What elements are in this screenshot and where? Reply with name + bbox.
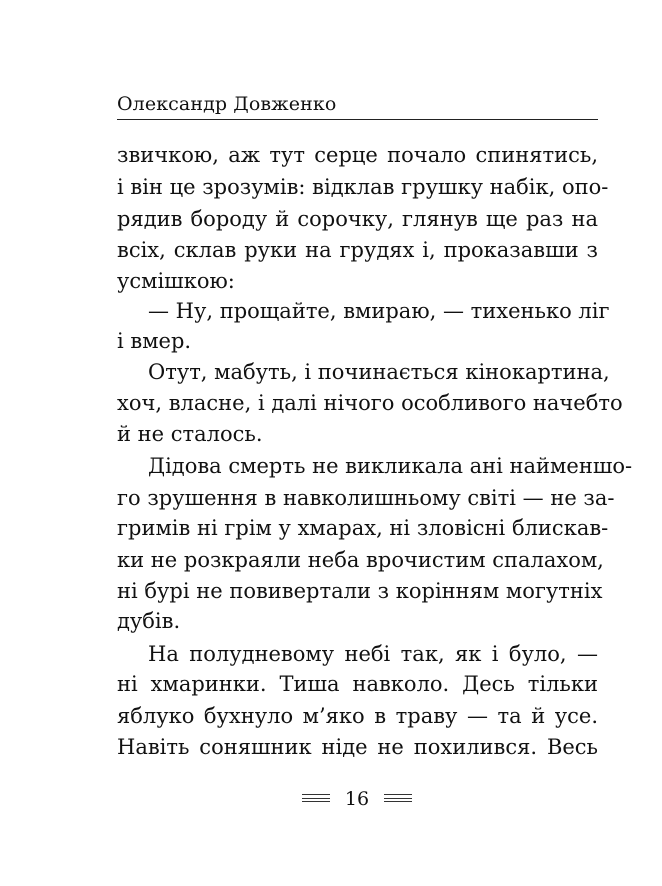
text-line: ні бурі не повивертали з корінням могутніх xyxy=(117,579,603,603)
text-line: — Ну, прощайте, вмираю, — тихенько ліг xyxy=(148,299,610,323)
header-rule xyxy=(117,119,598,120)
text-line: ки не розкраяли неба врочистим спалахом, xyxy=(117,548,604,572)
text-line: яблуко бухнуло м’яко в траву — та й усе. xyxy=(117,704,598,728)
text-line: й не сталось. xyxy=(117,422,263,446)
text-line: дубів. xyxy=(117,609,181,633)
text-line: всіх, склав руки на грудях і, проказавши з xyxy=(117,238,598,262)
text-line: рядив бороду й сорочку, глянув ще раз на xyxy=(117,207,598,231)
text-line: Отут, мабуть, і починається кінокартина, xyxy=(148,360,610,384)
page-number: 16 xyxy=(344,788,370,810)
text-line: хоч, власне, і далі нічого особливого начебто xyxy=(117,391,623,415)
text-line: Дідова смерть не викликала ані найменшо- xyxy=(148,454,633,478)
running-header: Олександр Довженко xyxy=(117,93,337,115)
text-line: На полудневому небі так, як і було, — xyxy=(148,642,598,666)
page-footer xyxy=(0,786,662,812)
text-line: усмішкою: xyxy=(117,269,235,293)
text-line: і вмер. xyxy=(117,329,192,353)
text-line: звичкою, аж тут серце почало спинятись, xyxy=(117,143,598,167)
ornament-right-icon xyxy=(384,794,412,804)
text-line: і він це зрозумів: відклав грушку набік, опо- xyxy=(117,175,609,199)
text-line: Навіть соняшник ніде не похилився. Весь xyxy=(117,735,598,759)
ornament-left-icon xyxy=(302,794,330,804)
text-line: го зрушення в навколишньому світі — не за- xyxy=(117,486,615,510)
text-line: гримів ні грім у хмарах, ні зловісні блискав- xyxy=(117,516,609,540)
text-line: ні хмаринки. Тиша навколо. Десь тільки xyxy=(117,672,598,696)
